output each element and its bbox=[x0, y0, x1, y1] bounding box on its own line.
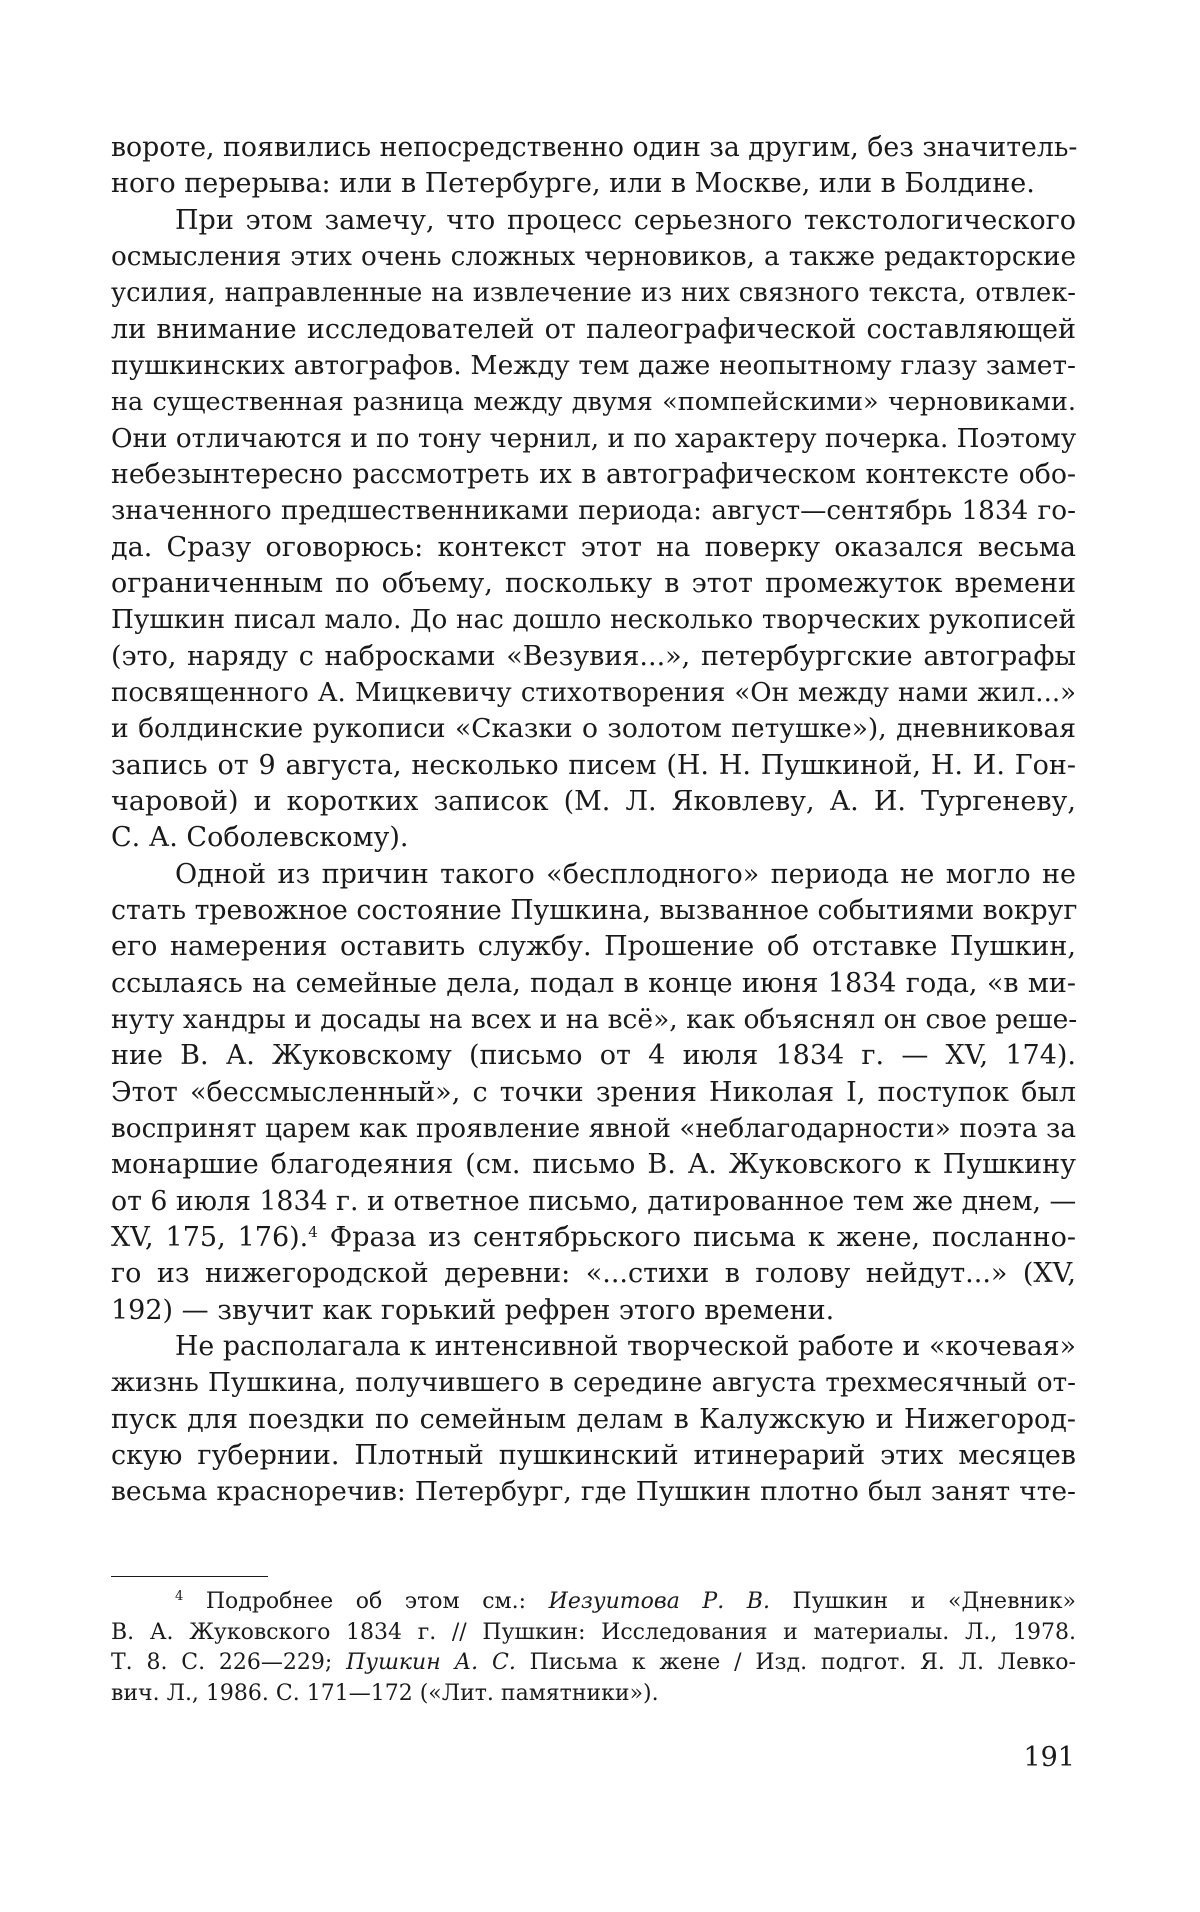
text-line: осмысления этих очень сложных черновиков, а также редакторские bbox=[111, 242, 1076, 272]
footnote-line bbox=[111, 1648, 1076, 1678]
text-line: Этот «бессмысленный», с точки зрения Николая I, поступок был bbox=[111, 1077, 1076, 1108]
text-line: его намерения оставить службу. Прошение об отставке Пушкин, bbox=[111, 931, 1076, 962]
text-line: 192) — звучит как горький рефрен этого времени. bbox=[111, 1295, 835, 1326]
footnote-ref-marker[interactable]: 4 bbox=[308, 1223, 318, 1241]
text-line: от 6 июля 1834 г. и ответное письмо, датированное тем же днем, — bbox=[111, 1186, 1077, 1217]
footnote-separator bbox=[111, 1576, 268, 1577]
text-line: весьма красноречив: Петербург, где Пушкин плотно был занят чте- bbox=[111, 1476, 1076, 1507]
text-line: и болдинские рукописи «Сказки о золотом петушке»), дневниковая bbox=[111, 713, 1076, 744]
text-line: (это, наряду с набросками «Везувия...», петербургские автографы bbox=[111, 641, 1076, 672]
text-line: запись от 9 августа, несколько писем (Н. Н. Пушкиной, Н. И. Гон- bbox=[111, 750, 1076, 781]
text-line: нуту хандры и досады на всех и на всё», как объяснял он свое реше- bbox=[111, 1004, 1078, 1035]
text-line: воспринят царем как проявление явной «неблагодарности» поэта за bbox=[111, 1114, 1076, 1144]
footnote-marker: 4 bbox=[175, 1589, 184, 1604]
text-fragment: Пушкин и «Дневник» bbox=[769, 1589, 1076, 1614]
text-line: пушкинских автографов. Между тем даже неопытному глазу замет- bbox=[111, 350, 1076, 381]
text-line: стать тревожное состояние Пушкина, вызванное событиями вокруг bbox=[111, 895, 1078, 926]
text-line: на существенная разница между двумя «помпейскими» черновиками. bbox=[111, 387, 1076, 417]
text-line: Пушкин писал мало. До нас дошло несколько творческих рукописей bbox=[111, 605, 1076, 635]
text-line: ссылаясь на семейные дела, подал в конце июня 1834 года, «в ми- bbox=[111, 968, 1076, 999]
text-line: небезынтересно рассмотреть их в автографическом контексте обо- bbox=[111, 459, 1076, 490]
text-line: ного перерыва: или в Петербурге, или в Москве, или в Болдине. bbox=[111, 168, 1035, 199]
text-fragment: Письма к жене / Изд. подгот. Я. Л. Левко- bbox=[515, 1650, 1076, 1675]
text-line: значенного предшественниками периода: август—сентябрь 1834 го- bbox=[111, 496, 1076, 526]
text-fragment: Фраза из сентябрьского письма к жене, посланно- bbox=[317, 1222, 1076, 1253]
footnote-line bbox=[175, 1587, 1076, 1617]
text-line: вороте, появились непосредственно один за другим, без значитель- bbox=[111, 132, 1078, 163]
text-line: да. Сразу оговорюсь: контекст этот на поверку оказался весьма bbox=[111, 532, 1076, 563]
page-number: 191 bbox=[1023, 1742, 1075, 1773]
text-fragment: Т. 8. С. 226—229; bbox=[111, 1650, 347, 1675]
text-line: посвященного А. Мицкевичу стихотворения «Он между нами жил...» bbox=[111, 678, 1076, 708]
text-line: Одной из причин такого «бесплодного» периода не могло не bbox=[175, 859, 1076, 890]
text-line: усилия, направленные на извлечение из них связного текста, отвлек- bbox=[111, 278, 1076, 308]
text-line bbox=[111, 1220, 1076, 1256]
footnote-line: В. А. Жуковского 1834 г. // Пушкин: Исследования и материалы. Л., 1978. bbox=[111, 1620, 1076, 1645]
text-fragment: XV, 175, 176). bbox=[111, 1222, 309, 1253]
text-line: При этом замечу, что процесс серьезного текстологического bbox=[175, 205, 1076, 236]
text-line: Не располагала к интенсивной творческой работе и «кочевая» bbox=[175, 1331, 1076, 1362]
text-line: скую губернии. Плотный пушкинский итинерарий этих месяцев bbox=[111, 1440, 1076, 1471]
text-line: С. А. Соболевскому). bbox=[111, 822, 409, 853]
text-line: ли внимание исследователей от палеографической составляющей bbox=[111, 314, 1076, 345]
text-line: жизнь Пушкина, получившего в середине августа трехмесячный от- bbox=[111, 1368, 1076, 1398]
footnote-line: вич. Л., 1986. С. 171—172 («Лит. памятники»). bbox=[111, 1681, 659, 1706]
text-line: го из нижегородской деревни: «...стихи в голову нейдут...» (XV, bbox=[111, 1258, 1076, 1289]
author-name: Иезуитова Р. В. bbox=[548, 1589, 770, 1614]
author-name: Пушкин А. С. bbox=[346, 1650, 516, 1675]
text-line: ограниченным по объему, поскольку в этот промежуток времени bbox=[111, 568, 1076, 599]
text-line: пуск для поездки по семейным делам в Калужскую и Нижегород- bbox=[111, 1404, 1076, 1435]
text-line: ние В. А. Жуковскому (письмо от 4 июля 1834 г. — XV, 174). bbox=[111, 1040, 1076, 1071]
text-fragment: Подробнее об этом см.: bbox=[183, 1589, 549, 1614]
text-line: чаровой) и коротких записок (М. Л. Яковлеву, А. И. Тургеневу, bbox=[111, 786, 1076, 817]
text-line: монаршие благодеяния (см. письмо В. А. Жуковского к Пушкину bbox=[111, 1149, 1076, 1180]
text-line: Они отличаются и по тону чернил, и по характеру почерка. Поэтому bbox=[111, 424, 1077, 454]
